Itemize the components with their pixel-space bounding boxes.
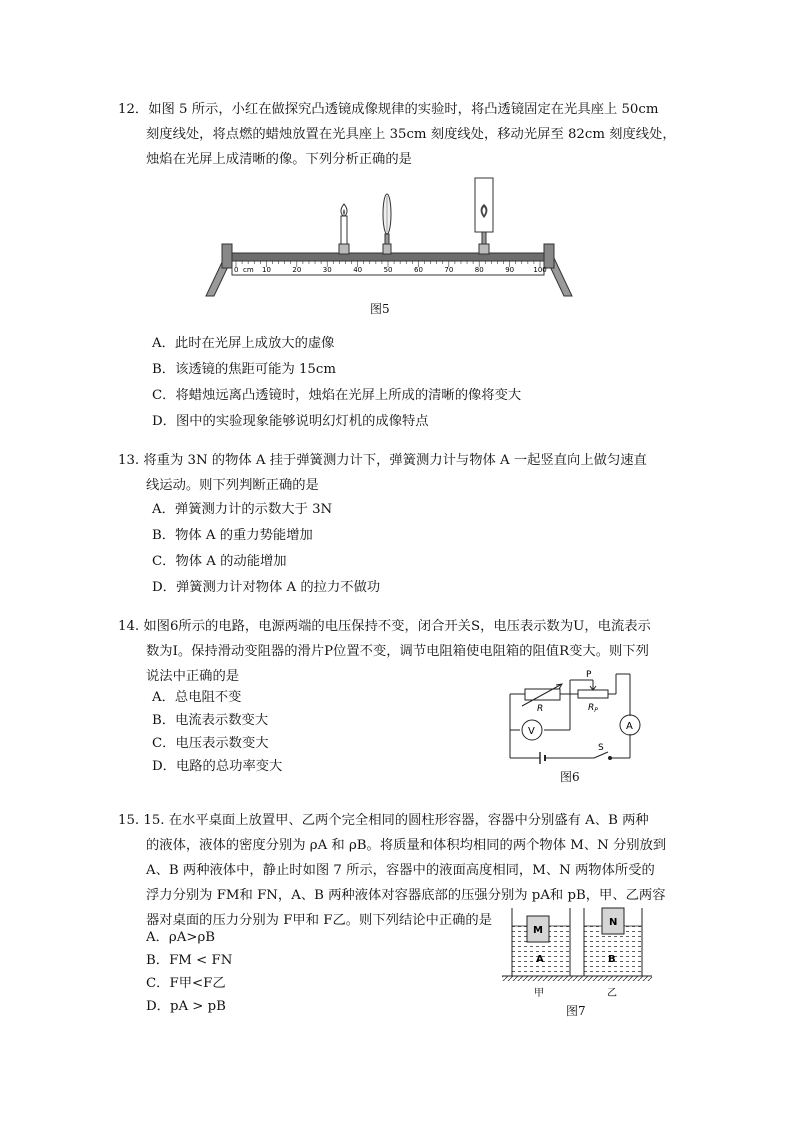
q15-stem-line-5: 器对桌面的压力分别为 F甲和 F乙。则下列结论中正确的是 [146, 913, 493, 928]
q15-option-d[interactable]: D．pA > pB [146, 999, 226, 1014]
resistor-box-label: R [537, 704, 544, 714]
q12-stem-line-2: 刻度线处，将点燃的蜡烛放置在光具座上 35cm 刻度线处，移动光屏至 82cm 刻度线处， [146, 127, 676, 142]
figure-7-caption: 图7 [566, 1004, 586, 1018]
q12-stem-line-3: 烛焰在光屏上成清晰的像。下列分析正确的是 [146, 152, 412, 167]
q14-option-a[interactable]: A．总电阻不变 [152, 690, 242, 705]
q15-option-c[interactable]: C．F甲<F乙 [146, 976, 226, 991]
ruler-tick-label: 0 [234, 266, 239, 274]
container-jia-label: 甲 [534, 988, 544, 999]
ruler-tick-label: 100 [533, 266, 547, 274]
figure-6-circuit [500, 666, 660, 766]
q14-option-c[interactable]: C．电压表示数变大 [152, 736, 269, 751]
voltmeter-label: V [528, 726, 535, 737]
q13-stem-line-2: 线运动。则下列判断正确的是 [146, 478, 319, 493]
ruler-tick-label: 20 [292, 266, 302, 274]
ruler-tick-label: 40 [353, 266, 363, 274]
q13-option-b[interactable]: B．物体 A 的重力势能增加 [152, 528, 313, 543]
candle [339, 204, 349, 254]
q14-option-b[interactable]: B．电流表示数变大 [152, 713, 269, 728]
q12-option-c[interactable]: C．将蜡烛远离凸透镜时，烛焰在光屏上所成的清晰的像将变大 [152, 388, 522, 403]
q12-option-a[interactable]: A．此时在光屏上成放大的虚像 [152, 336, 335, 351]
ruler-tick-label: 50 [383, 266, 393, 274]
container-yi-label: 乙 [607, 988, 617, 999]
q14-option-d[interactable]: D．电路的总功率变大 [152, 759, 283, 774]
q14-stem-line-1: 14. 如图6所示的电路，电源两端的电压保持不变，闭合开关S，电压表示数为U，电流表示 [118, 619, 651, 634]
ruler-unit-label: cm [243, 266, 254, 274]
q13-option-c[interactable]: C．物体 A 的动能增加 [152, 554, 287, 569]
q13-option-d[interactable]: D．弹簧测力计对物体 A 的拉力不做功 [152, 580, 381, 595]
liquid-a-label: A [536, 954, 544, 965]
svg-text:RP [588, 703, 598, 714]
figure-7-containers [500, 904, 660, 1000]
ruler-tick-label: 10 [262, 266, 271, 274]
object-m-label: M [533, 925, 543, 936]
convex-lens [383, 194, 391, 254]
slider-p-label: P [586, 670, 592, 680]
switch-s-label: S [598, 743, 604, 753]
rheostat-label: R [588, 703, 595, 713]
q12-option-d[interactable]: D．图中的实验现象能够说明幻灯机的成像特点 [152, 414, 429, 429]
ruler-tick-label: 60 [414, 266, 423, 274]
ruler-tick-label: 30 [322, 266, 332, 274]
rheostat-sub-label: P [594, 707, 598, 714]
q12-stem-line-1: 12．如图 5 所示，小红在做探究凸透镜成像规律的实验时，将凸透镜固定在光具座上 50cm [118, 102, 659, 117]
q15-stem-line-3: A、B 两种液体中，静止时如图 7 所示，容器中的液面高度相同，M、N 两物体所受的 [146, 863, 655, 878]
q14-stem-line-3: 说法中正确的是 [146, 669, 240, 684]
figure-5-caption: 图5 [370, 302, 390, 316]
q15-option-a[interactable]: A．ρA>ρB [146, 930, 216, 945]
q14-stem-line-2: 数为I。保持滑动变阻器的滑片P位置不变，调节电阻箱使电阻箱的阻值R变大。则下列 [146, 644, 649, 659]
figure-6-caption: 图6 [560, 770, 580, 784]
q15-option-b[interactable]: B．FM < FN [146, 953, 233, 968]
q15-stem-line-1: 15. 15. 在水平桌面上放置甲、乙两个完全相同的圆柱形容器，容器中分别盛有 A、B 两种 [118, 813, 649, 828]
light-screen [475, 178, 493, 254]
figure-5-optical-bench [200, 172, 580, 300]
q13-option-a[interactable]: A．弹簧测力计的示数大于 3N [152, 502, 333, 517]
q13-stem-line-1: 13. 将重为 3N 的物体 A 挂于弹簧测力计下，弹簧测力计与物体 A 一起竖直向上做匀速直 [118, 453, 647, 468]
ammeter-label: A [626, 721, 633, 732]
q12-option-b[interactable]: B．该透镜的焦距可能为 15cm [152, 362, 336, 377]
ruler-tick-label: 70 [444, 266, 454, 274]
object-n-label: N [609, 917, 618, 928]
ruler-tick-label: 90 [505, 266, 515, 274]
q15-stem-line-2: 的液体，液体的密度分别为 ρA 和 ρB。将质量和体积均相同的两个物体 M、N 分别放到 [146, 838, 667, 853]
liquid-b-label: B [608, 954, 616, 965]
q15-stem-line-4: 浮力分别为 FM和 FN，A、B 两种液体对容器底部的压强分别为 pA和 pB，甲、乙两容 [146, 888, 666, 903]
ruler-tick-label: 80 [474, 266, 484, 274]
